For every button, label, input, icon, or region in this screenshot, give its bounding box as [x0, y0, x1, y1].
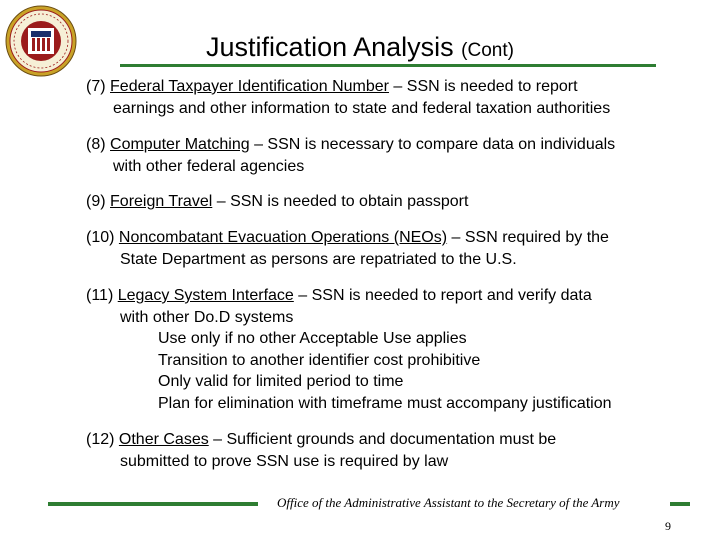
item-term: Computer Matching	[110, 136, 250, 153]
item-text-continued: State Department as persons are repatriated to the U.S.	[120, 250, 517, 268]
list-item	[86, 429, 556, 472]
item-text: – SSN is needed to report and verify data	[293, 287, 592, 304]
title-divider	[120, 64, 656, 67]
item-term: Legacy System Interface	[117, 287, 294, 304]
item-text: – SSN is needed to report	[388, 78, 578, 95]
footer-divider-left	[48, 502, 258, 506]
item-term: Noncombatant Evacuation Operations (NEOs)	[118, 229, 448, 246]
list-item	[86, 191, 468, 213]
item-term: Other Cases	[118, 431, 209, 448]
item-term: Foreign Travel	[110, 193, 213, 210]
title-suffix: (Cont)	[461, 40, 514, 61]
page-number: 9	[665, 519, 671, 533]
list-item	[86, 134, 615, 177]
sub-item: Plan for elimination with timeframe must accompany justification	[158, 394, 612, 412]
item-term: Federal Taxpayer Identification Number	[110, 78, 389, 95]
list-item	[86, 76, 610, 119]
item-text-continued: with other federal agencies	[113, 157, 305, 175]
item-number: (11)	[86, 287, 114, 304]
sub-item: Use only if no other Acceptable Use applies	[158, 330, 467, 347]
list-item	[86, 227, 609, 270]
list-item	[86, 285, 612, 414]
item-text-continued: earnings and other information to state and federal taxation authorities	[113, 99, 611, 117]
item-text: – SSN required by the	[447, 229, 609, 246]
page-title	[0, 30, 720, 68]
item-text: – SSN is necessary to compare data on individuals	[249, 136, 616, 153]
item-number: (8)	[86, 136, 106, 153]
footer-divider-right	[670, 502, 690, 506]
item-number: (12)	[86, 431, 115, 448]
item-text-continued: with other Do.D systems	[120, 308, 294, 326]
item-number: (9)	[86, 193, 106, 210]
item-text: – SSN is needed to obtain passport	[212, 193, 469, 210]
item-text-continued: submitted to prove SSN use is required by law	[120, 452, 449, 470]
footer-office-name: Office of the Administrative Assistant to the Secretary of the Army	[277, 495, 620, 510]
item-number: (7)	[86, 78, 106, 95]
item-number: (10)	[86, 229, 115, 246]
sub-item: Only valid for limited period to time	[158, 373, 404, 390]
title-text: Justification Analysis	[206, 32, 454, 62]
sub-item: Transition to another identifier cost prohibitive	[158, 351, 481, 369]
item-text: – Sufficient grounds and documentation must be	[208, 431, 557, 448]
